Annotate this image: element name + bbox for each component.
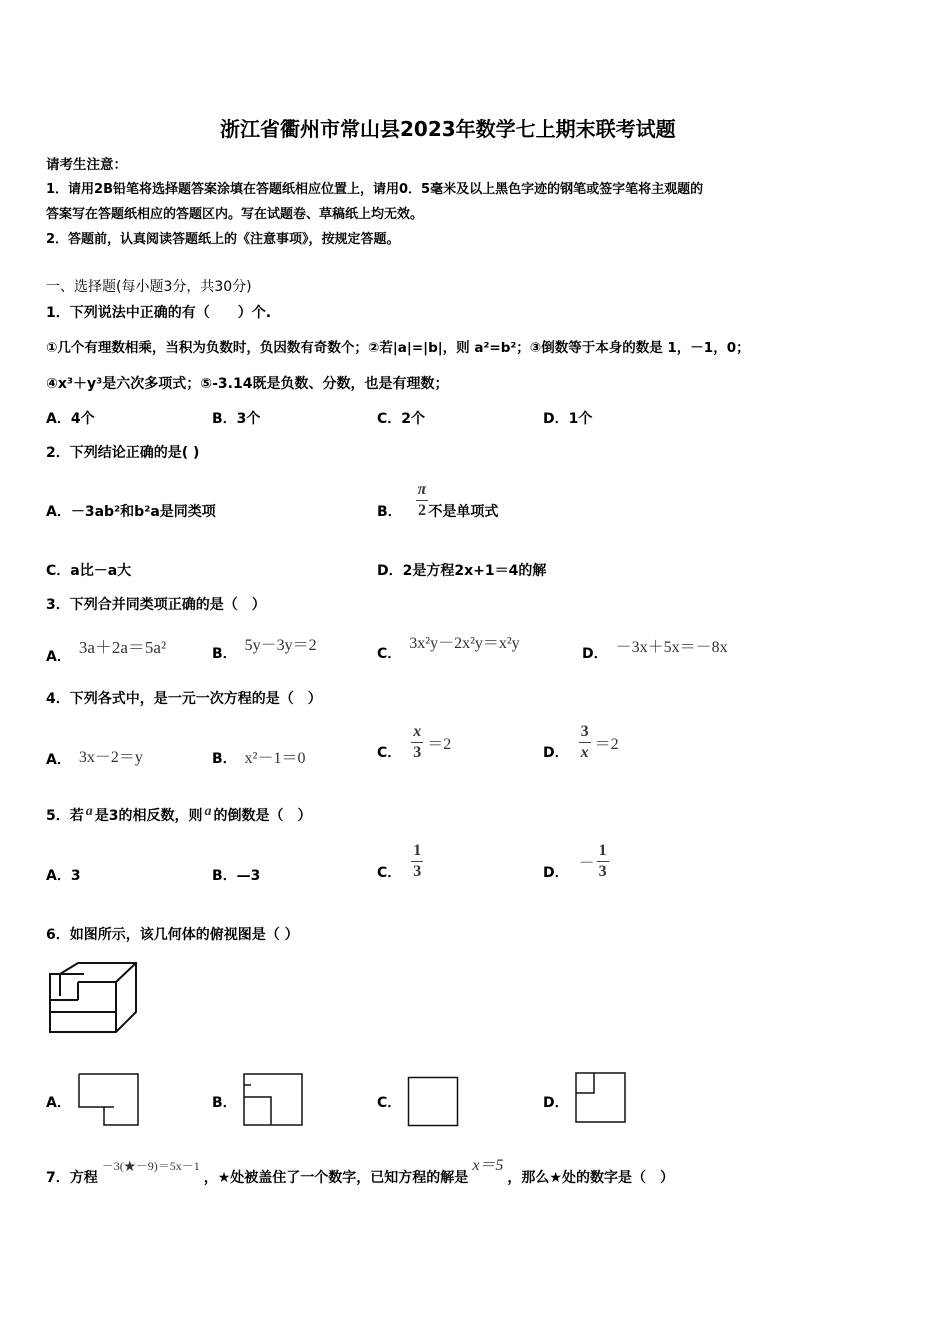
solid-figure [46, 960, 142, 1036]
option-label: A． [46, 649, 71, 665]
notice-line-3: 2．答题前，认真阅读答题纸上的《注意事项》，按规定答题。 [46, 232, 400, 247]
question-5-stem [46, 805, 312, 825]
question-5-option-a[interactable]: A．3 [46, 868, 81, 884]
question-2-option-c[interactable]: C．a比－a大 [46, 563, 132, 579]
fraction-denominator: 3 [413, 744, 422, 761]
equation: －3(★－9)＝5x－1 [101, 1159, 200, 1173]
option-label: A． [46, 752, 71, 768]
notice-line-2: 答案写在答题纸相应的答题区内。写在试题卷、草稿纸上均无效。 [46, 207, 424, 222]
question-4-option-a[interactable] [46, 744, 143, 767]
option-label: B． [212, 1095, 237, 1111]
question-1-statements-line-1: ①几个有理数相乘，当积为负数时，负因数有奇数个；②若|a|=|b|，则 a²=b²；③倒数等于本身的数是 1，－1，0； [46, 340, 750, 356]
top-view-b[interactable] [243, 1073, 305, 1127]
expression-rest: ＝2 [594, 736, 619, 753]
question-5-option-b[interactable]: B．—3 [212, 868, 261, 884]
stem-text: ，那么★处的数字是（ ） [507, 1170, 674, 1186]
question-3-option-b[interactable] [212, 632, 317, 662]
fraction [411, 722, 423, 763]
variable-a: a [85, 804, 93, 819]
fraction [597, 841, 609, 882]
expression-rest: ＝2 [427, 736, 452, 753]
stem-text: 是3的相反数，则 [94, 808, 203, 824]
fraction [411, 841, 423, 882]
expression: 3x－2＝y [78, 749, 143, 766]
question-3-option-d[interactable] [582, 634, 728, 662]
fraction [579, 722, 591, 763]
question-7-stem [46, 1152, 674, 1186]
fraction-denominator: x [580, 744, 589, 761]
question-5-option-d[interactable] [543, 840, 609, 882]
expression: x²－1＝0 [244, 750, 306, 767]
question-2-option-d[interactable]: D．2是方程2x+1＝4的解 [377, 563, 547, 579]
notice-heading: 请考生注意： [46, 157, 127, 173]
variable-a: a [204, 804, 212, 819]
minus-sign: － [578, 854, 595, 872]
question-5-option-c[interactable] [377, 840, 423, 882]
question-4-stem: 4．下列各式中，是一元一次方程的是（ ） [46, 691, 322, 707]
option-label: D． [543, 1095, 569, 1111]
question-2-option-a[interactable] [46, 501, 216, 521]
option-text: 不是单项式 [428, 503, 499, 520]
option-label: B． [212, 646, 237, 662]
option-text: －3ab²和b²a是同类项 [70, 504, 216, 520]
question-3-option-c[interactable] [377, 630, 520, 662]
question-2-stem: 2．下列结论正确的是( ) [46, 445, 200, 461]
fraction-numerator: 3 [579, 722, 591, 743]
option-label: D． [543, 865, 569, 881]
question-3-option-a[interactable] [46, 633, 167, 665]
expression: 5y－3y＝2 [244, 637, 317, 654]
stem-text: ，★处被盖住了一个数字，已知方程的解是 [203, 1170, 469, 1186]
notice-line-1: 1．请用2B铅笔将选择题答案涂填在答题纸相应位置上，请用0．5毫米及以上黑色字迹的钢笔或签字笔将主观题的 [46, 182, 704, 197]
solution: x＝5 [472, 1157, 504, 1174]
question-1-statements-line-2: ④x³＋y³是六次多项式；⑤-3.14既是负数、分数，也是有理数； [46, 376, 449, 392]
question-2-option-b[interactable] [377, 480, 498, 521]
question-6-stem: 6．如图所示，该几何体的俯视图是（ ） [46, 927, 299, 943]
top-view-a[interactable] [78, 1073, 140, 1127]
option-label: D． [582, 646, 608, 662]
top-view-c[interactable] [407, 1076, 461, 1128]
option-label: A． [46, 504, 71, 520]
question-4-option-b[interactable] [212, 745, 305, 768]
fraction-denominator: 3 [598, 862, 607, 880]
fraction-denominator: 2 [418, 502, 427, 519]
top-view-d[interactable] [575, 1072, 627, 1124]
expression: 3a＋2a＝5a² [78, 638, 167, 657]
expression: －3x＋5x＝－8x [615, 639, 728, 656]
option-label: C． [377, 1095, 402, 1111]
question-4-option-c[interactable] [377, 722, 451, 763]
question-6-option-d[interactable] [543, 1092, 569, 1112]
stem-text: 5．若 [46, 808, 84, 824]
section-heading: 一、选择题(每小题3分，共30分) [46, 279, 252, 295]
fraction [416, 480, 429, 521]
option-label: C． [377, 646, 402, 662]
option-label: C． [377, 865, 402, 881]
option-label: B． [377, 503, 402, 520]
question-6-option-b[interactable] [212, 1092, 237, 1112]
option-label: C． [377, 744, 402, 761]
question-3-stem: 3．下列合并同类项正确的是（ ） [46, 597, 266, 613]
expression: 3x²y－2x²y＝x²y [409, 635, 520, 652]
page-title: 浙江省衢州市常山县2023年数学七上期末联考试题 [220, 117, 676, 141]
question-1-stem: 1．下列说法中正确的有（ ）个. [46, 305, 272, 321]
question-6-option-a[interactable] [46, 1092, 71, 1112]
fraction-numerator: π [416, 480, 429, 501]
option-label: D． [543, 744, 569, 761]
stem-text: 的倒数是（ ） [213, 808, 312, 824]
question-4-option-d[interactable] [543, 722, 619, 763]
fraction-denominator: 3 [413, 862, 422, 880]
question-1-option-d[interactable]: D．1个 [543, 411, 593, 427]
fraction-numerator: x [411, 722, 423, 743]
stem-text: 7．方程 [46, 1170, 98, 1186]
fraction-numerator: 1 [411, 841, 423, 862]
option-label: A． [46, 1095, 71, 1111]
question-1-option-a[interactable]: A．4个 [46, 411, 95, 427]
fraction-numerator: 1 [597, 841, 609, 862]
question-1-option-c[interactable]: C．2个 [377, 411, 426, 427]
question-6-option-c[interactable] [377, 1092, 401, 1112]
option-label: B． [212, 751, 237, 767]
question-1-option-b[interactable]: B．3个 [212, 411, 261, 427]
